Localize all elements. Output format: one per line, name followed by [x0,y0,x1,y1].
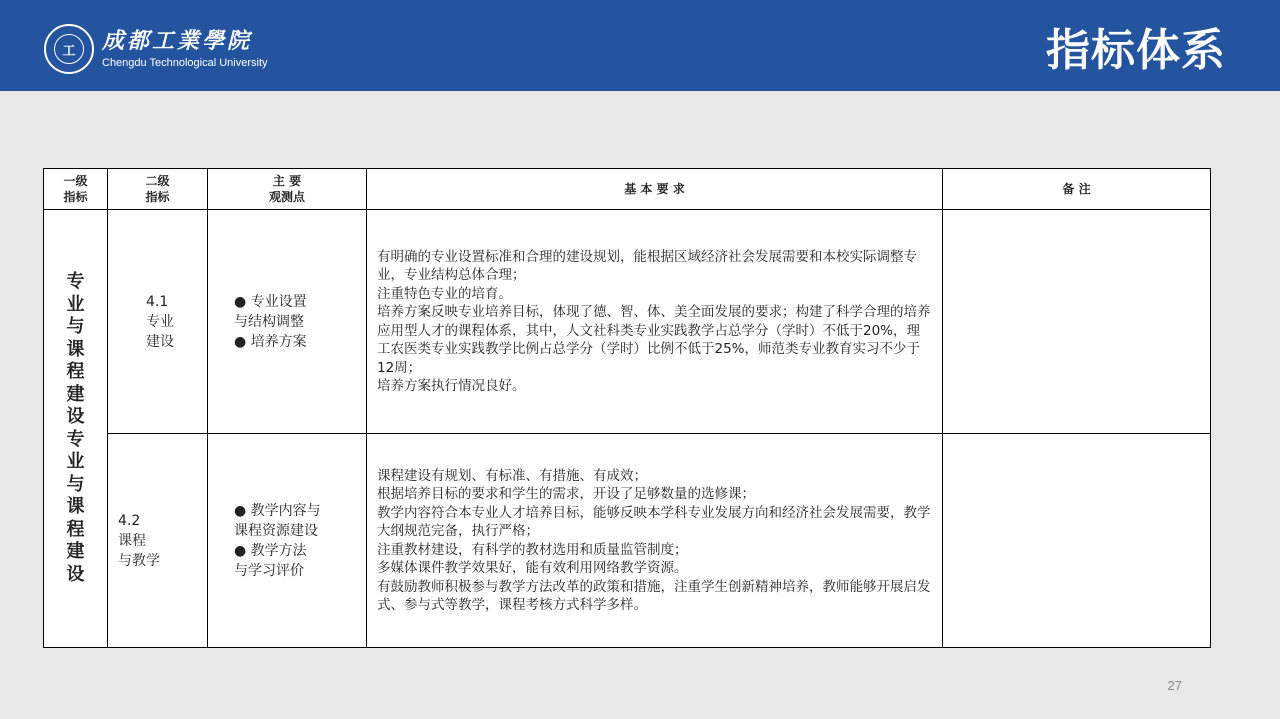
header-basic-requirements: 基 本 要 求 [367,169,943,210]
university-logo [44,24,268,74]
observation-points: ● 教学内容与 课程资源建设 ● 教学方法 与学习评价 [208,434,367,648]
level2-indicator: 4.1 专业 建设 [108,210,208,434]
header-level2: 二级 指标 [108,169,208,210]
remarks-cell [943,434,1211,648]
level2-indicator: 4.2 课程 与教学 [108,434,208,648]
header-remarks: 备 注 [943,169,1211,210]
header-level1: 一级 指标 [44,169,108,210]
page-number: 27 [1167,678,1182,693]
header-observation-points: 主 要 观测点 [208,169,367,210]
logo-chinese-name: 成都工業學院 [102,27,253,54]
university-seal-icon [44,24,94,74]
page-title: 指标体系 [1046,25,1226,76]
logo-english-name: Chengdu Technological University [102,56,268,69]
seal-glyph: 工 [54,34,84,64]
observation-points: ● 专业设置 与结构调整 ● 培养方案 [208,210,367,434]
header-bar [0,0,1280,91]
table-header-row [44,169,1211,210]
level1-indicator: 专业与课程建设专业与课程建设 [44,210,108,648]
indicator-table [43,168,1211,648]
table-row [44,434,1211,648]
table-row [44,210,1211,434]
basic-requirements: 课程建设有规划、有标准、有措施、有成效； 根据培养目标的要求和学生的需求，开设了足够数量的选修课； 教学内容符合本专业人才培养目标，能够反映本学科专业发展方向和经济社会发展需要，教学大纲规范完备，执行严格； 注重教材建设，有科学的教材选用和质量监管制度； 多媒体课件教学效果好，能有效利用网络教学资源。 有鼓励教师积极参与教学方法改革的政策和措施，注重学生创新精神培养，教师能够开展启发式、参与式等教学，课程考核方式科学多样。 [367,434,943,648]
basic-requirements: 有明确的专业设置标准和合理的建设规划，能根据区域经济社会发展需要和本校实际调整专业，专业结构总体合理； 注重特色专业的培育。 培养方案反映专业培养目标，体现了德、智、体、美全面发展的要求；构建了科学合理的培养应用型人才的课程体系，其中，人文社科类专业实践教学占总学分（学时）不低于20%，理工农医类专业实践教学比例占总学分（学时）比例不低于25%，师范类专业教育实习不少于12周； 培养方案执行情况良好。 [367,210,943,434]
remarks-cell [943,210,1211,434]
